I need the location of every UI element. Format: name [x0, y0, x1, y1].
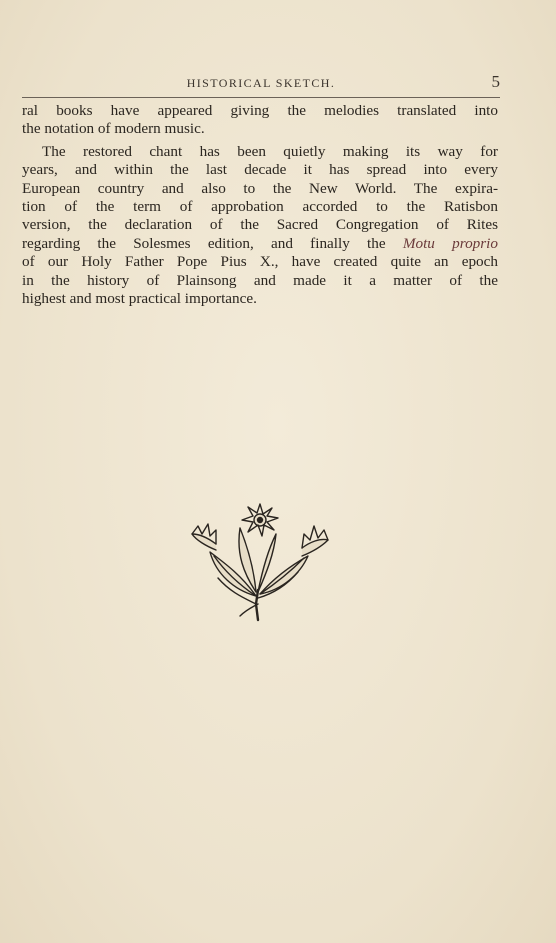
text-line: the notation of modern music. — [22, 120, 205, 138]
header-rule — [22, 97, 500, 98]
text-line: tion of the term of approbation accorded to the Ratisbon — [22, 198, 498, 216]
paragraph-1 — [22, 102, 498, 139]
text-line: The restored chant has been quietly making its way for — [42, 142, 498, 160]
text-line: highest and most practical importance. — [22, 290, 257, 308]
text-line: years, and within the last decade it has spread into every — [22, 161, 498, 179]
page-number: 5 — [491, 72, 500, 91]
running-title: HISTORICAL SKETCH. — [186, 76, 336, 90]
text-line: ral books have appeared giving the melodies translated into — [22, 102, 498, 119]
text-line: European country and also to the New World. The expira- — [22, 179, 498, 197]
text-line: version, the declaration of the Sacred Congregation of Rites — [22, 216, 498, 234]
floral-ornament-icon — [186, 494, 334, 624]
paragraph-2 — [22, 143, 498, 309]
text-line-with-italic — [22, 235, 498, 253]
text-line: of our Holy Father Pope Pius X., have created quite an epoch — [22, 253, 498, 271]
text-segment: regarding the Solesmes edition, and finally the — [22, 234, 403, 252]
italic-phrase: Motu proprio — [402, 234, 498, 252]
running-head — [22, 72, 500, 96]
body-text — [22, 102, 498, 308]
text-line: in the history of Plainsong and made it a matter of the — [22, 271, 498, 289]
